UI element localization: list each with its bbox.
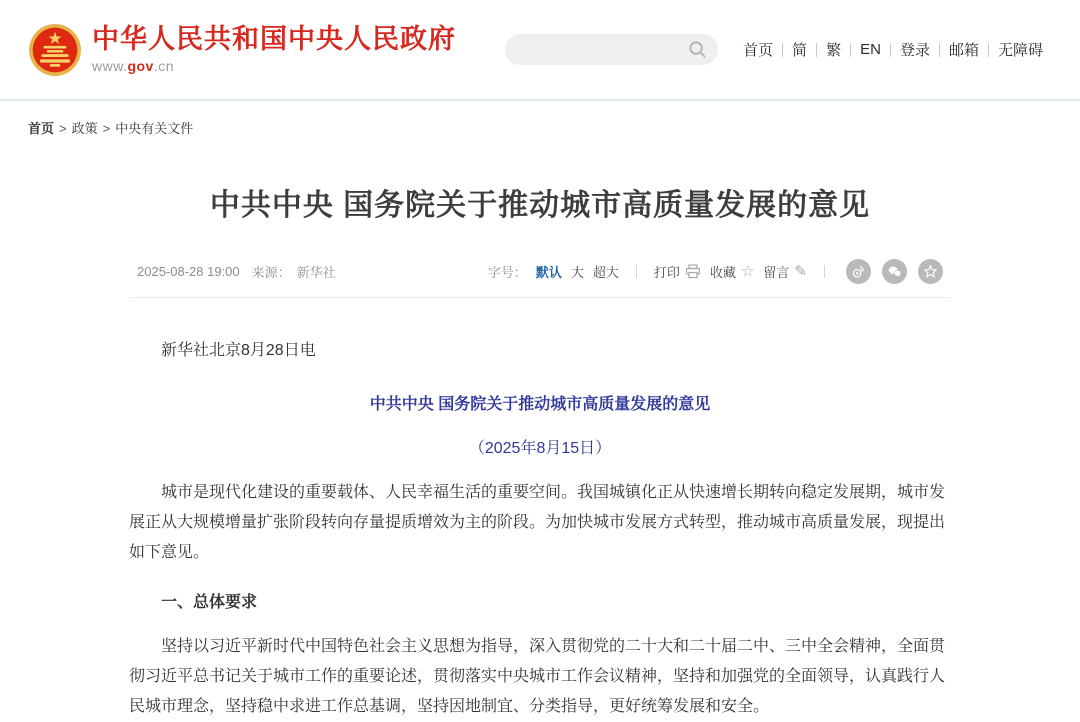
comment-label: 留言 [763, 265, 790, 280]
top-nav [734, 39, 1052, 60]
breadcrumb [0, 101, 1080, 137]
share-more-button[interactable] [918, 259, 943, 284]
share-wechat-button[interactable] [882, 259, 907, 284]
favorite-button[interactable] [710, 262, 754, 281]
site-url [92, 58, 456, 74]
site-title: 中华人民共和国中央人民政府 [92, 24, 456, 55]
print-label: 打印 [653, 265, 680, 280]
site-logo-text [92, 25, 456, 74]
nav-mail[interactable]: 邮箱 [948, 42, 979, 59]
nav-accessibility[interactable]: 无障碍 [997, 42, 1043, 59]
article-meta [129, 259, 951, 298]
share-weibo-button[interactable] [846, 259, 871, 284]
page-title: 中共中央 国务院关于推动城市高质量发展的意见 [209, 189, 871, 222]
font-size-xlarge-button[interactable]: 超大 [592, 265, 619, 280]
search-input[interactable] [505, 34, 718, 65]
comment-button[interactable] [763, 262, 807, 281]
share-group [846, 259, 943, 284]
nav-login[interactable]: 登录 [899, 42, 930, 59]
nav-home[interactable]: 首页 [743, 42, 774, 59]
article-body [129, 336, 951, 722]
meta-divider [636, 265, 637, 278]
document-date: （2025年8月15日） [468, 440, 612, 457]
paragraph: 坚持以习近平新时代中国特色社会主义思想为指导，深入贯彻党的二十大和二十届二中、三中全会精神，全面贯彻习近平总书记关于城市工作的重要论述，贯彻落实中央城市工作会议精神，坚持和加强党的全面领导，认真践行人民城市理念，坚持稳中求进工作总基调，坚持因地制宜、分类指导，更好统筹发展和安全。 [129, 638, 946, 715]
site-logo[interactable] [28, 23, 456, 77]
share-star-icon [922, 263, 939, 280]
source-label: 来源： [251, 265, 291, 280]
font-size-large-button[interactable]: 大 [570, 265, 584, 280]
favorite-label: 收藏 [709, 265, 736, 280]
font-size-default-button[interactable]: 默认 [535, 265, 562, 280]
breadcrumb-separator: > [102, 121, 111, 136]
publish-date: 2025-08-28 19:00 [137, 264, 240, 279]
site-header [0, 0, 1080, 101]
printer-icon [685, 264, 701, 279]
pencil-icon: ✎ [794, 263, 807, 280]
article-meta-tools [488, 259, 943, 284]
nav-traditional[interactable]: 繁 [826, 42, 842, 59]
search-icon[interactable] [688, 40, 707, 59]
breadcrumb-policy[interactable]: 政策 [71, 121, 98, 136]
source-value[interactable]: 新华社 [296, 265, 336, 280]
dateline: 新华社北京8月28日电 [161, 342, 316, 359]
nav-simplified[interactable]: 简 [792, 42, 808, 59]
breadcrumb-home[interactable]: 首页 [28, 121, 55, 136]
article [129, 180, 951, 722]
search-box [505, 34, 718, 65]
national-emblem-icon [28, 23, 82, 77]
site-url-suffix: .cn [153, 57, 175, 74]
site-url-prefix: www. [92, 57, 128, 74]
breadcrumb-separator: > [59, 121, 67, 136]
wechat-icon [886, 263, 903, 280]
document-title: 中共中央 国务院关于推动城市高质量发展的意见 [369, 396, 711, 413]
article-meta-left [137, 262, 336, 281]
weibo-icon [850, 263, 867, 280]
star-icon: ☆ [740, 263, 755, 280]
print-button[interactable] [654, 262, 701, 281]
meta-divider [824, 265, 825, 278]
font-size-label: 字号： [487, 265, 527, 280]
section-heading: 一、总体要求 [161, 594, 258, 611]
nav-english[interactable]: EN [860, 41, 881, 58]
paragraph: 城市是现代化建设的重要载体、人民幸福生活的重要空间。我国城镇化正从快速增长期转向稳定发展期，城市发展正从大规模增量扩张阶段转向存量提质增效为主的阶段。为加快城市发展方式转型，推动城市高质量发展，现提出如下意见。 [129, 484, 946, 561]
breadcrumb-central-documents[interactable]: 中央有关文件 [115, 121, 194, 136]
site-url-gov: gov [127, 57, 154, 74]
